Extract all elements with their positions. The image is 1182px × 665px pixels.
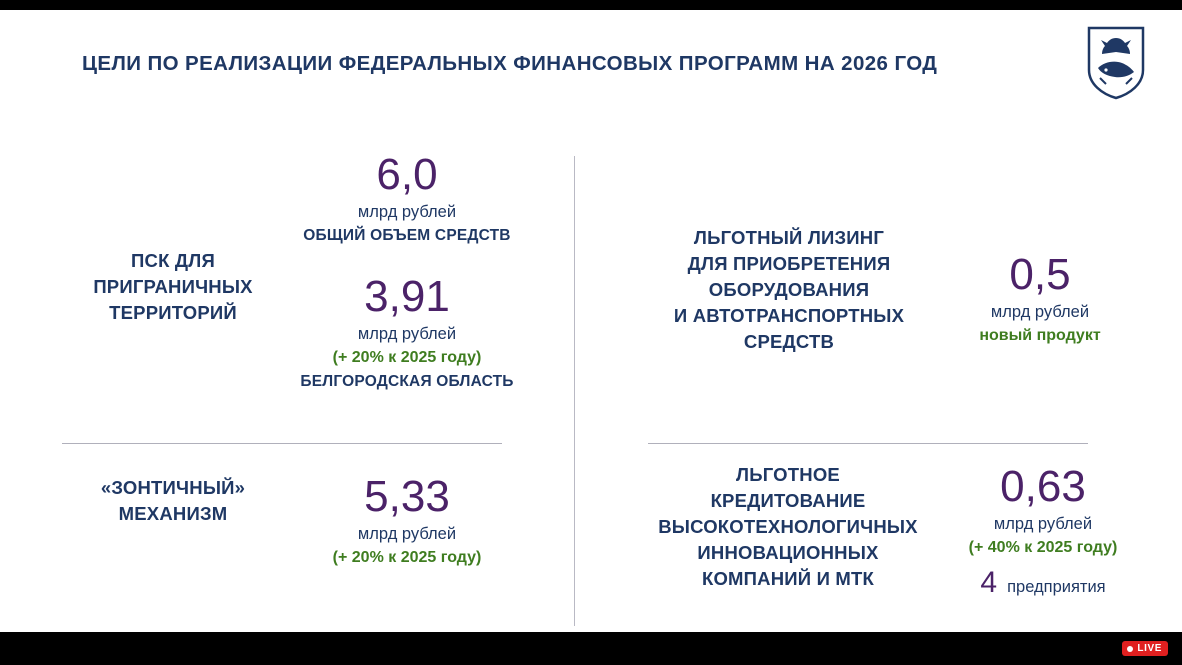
presentation-slide: [0, 10, 1182, 632]
credit-growth: (+ 40% к 2025 году): [968, 539, 1118, 556]
psk-region-value: 3,91: [364, 272, 450, 321]
horizontal-divider-right: [648, 443, 1088, 444]
horizontal-divider-left: [62, 443, 502, 444]
umbrella-label-line-1: «ЗОНТИЧНЫЙ»: [100, 477, 246, 498]
credit-label-line-3: ВЫСОКОТЕХНОЛОГИЧНЫХ: [658, 516, 918, 537]
credit-label-line-2: КРЕДИТОВАНИЕ: [710, 490, 866, 511]
umbrella-unit: млрд рублей: [357, 525, 457, 543]
psk-total-caption: ОБЩИЙ ОБЪЕМ СРЕДСТВ: [303, 227, 511, 244]
credit-label-line-1: ЛЬГОТНОЕ: [736, 464, 840, 485]
psk-region-unit: млрд рублей: [357, 325, 457, 343]
block-credit-label: [608, 462, 968, 592]
live-label: LIVE: [1137, 643, 1162, 654]
psk-total-unit: млрд рублей: [357, 203, 457, 221]
block-leasing-label: [634, 225, 944, 355]
leasing-label-line-4: И АВТОТРАНСПОРТНЫХ: [673, 305, 905, 326]
page-title: ЦЕЛИ ПО РЕАЛИЗАЦИИ ФЕДЕРАЛЬНЫХ ФИНАНСОВЫХ ПРОГРАММ НА 2026 ГОД: [82, 52, 938, 75]
umbrella-label-line-2: МЕХАНИЗМ: [118, 503, 228, 524]
block-umbrella-label: [48, 475, 298, 527]
leasing-value: 0,5: [1009, 250, 1071, 299]
leasing-unit: млрд рублей: [990, 303, 1090, 321]
belgorod-coat-of-arms-icon: [1086, 26, 1146, 100]
psk-region-growth: (+ 20% к 2025 году): [332, 349, 482, 366]
credit-label-line-5: КОМПАНИЙ И МТК: [701, 568, 875, 589]
live-dot-icon: [1127, 646, 1133, 652]
umbrella-growth: (+ 20% к 2025 году): [332, 549, 482, 566]
leasing-label-line-3: ОБОРУДОВАНИЯ: [708, 279, 870, 300]
block-psk-total: [292, 150, 522, 248]
credit-enterprises: [938, 566, 1148, 600]
psk-label-line-3: ТЕРРИТОРИЙ: [109, 302, 237, 323]
credit-count-value: 4: [980, 566, 998, 599]
live-badge: [1122, 641, 1168, 656]
block-umbrella-value: [292, 472, 522, 570]
psk-label-line-2: ПРИГРАНИЧНЫХ: [93, 276, 253, 297]
block-credit-value: [938, 462, 1148, 600]
credit-count-unit: предприятия: [1007, 578, 1106, 596]
block-psk-label: [48, 248, 298, 326]
psk-label-line-1: ПСК ДЛЯ: [131, 250, 215, 271]
umbrella-value: 5,33: [364, 472, 450, 521]
credit-value: 0,63: [1000, 462, 1086, 511]
psk-region-caption: БЕЛГОРОДСКАЯ ОБЛАСТЬ: [300, 373, 514, 390]
slide-header: [0, 10, 1182, 110]
block-leasing-value: [940, 250, 1140, 348]
leasing-label-line-1: ЛЬГОТНЫЙ ЛИЗИНГ: [693, 227, 885, 248]
leasing-label-line-2: ДЛЯ ПРИОБРЕТЕНИЯ: [687, 253, 891, 274]
leasing-note: новый продукт: [979, 327, 1101, 344]
credit-unit: млрд рублей: [993, 515, 1093, 533]
leasing-label-line-5: СРЕДСТВ: [743, 331, 835, 352]
credit-label-line-4: ИННОВАЦИОННЫХ: [697, 542, 879, 563]
vertical-divider: [574, 156, 575, 626]
psk-total-value: 6,0: [376, 150, 438, 199]
block-psk-region: [292, 272, 522, 394]
